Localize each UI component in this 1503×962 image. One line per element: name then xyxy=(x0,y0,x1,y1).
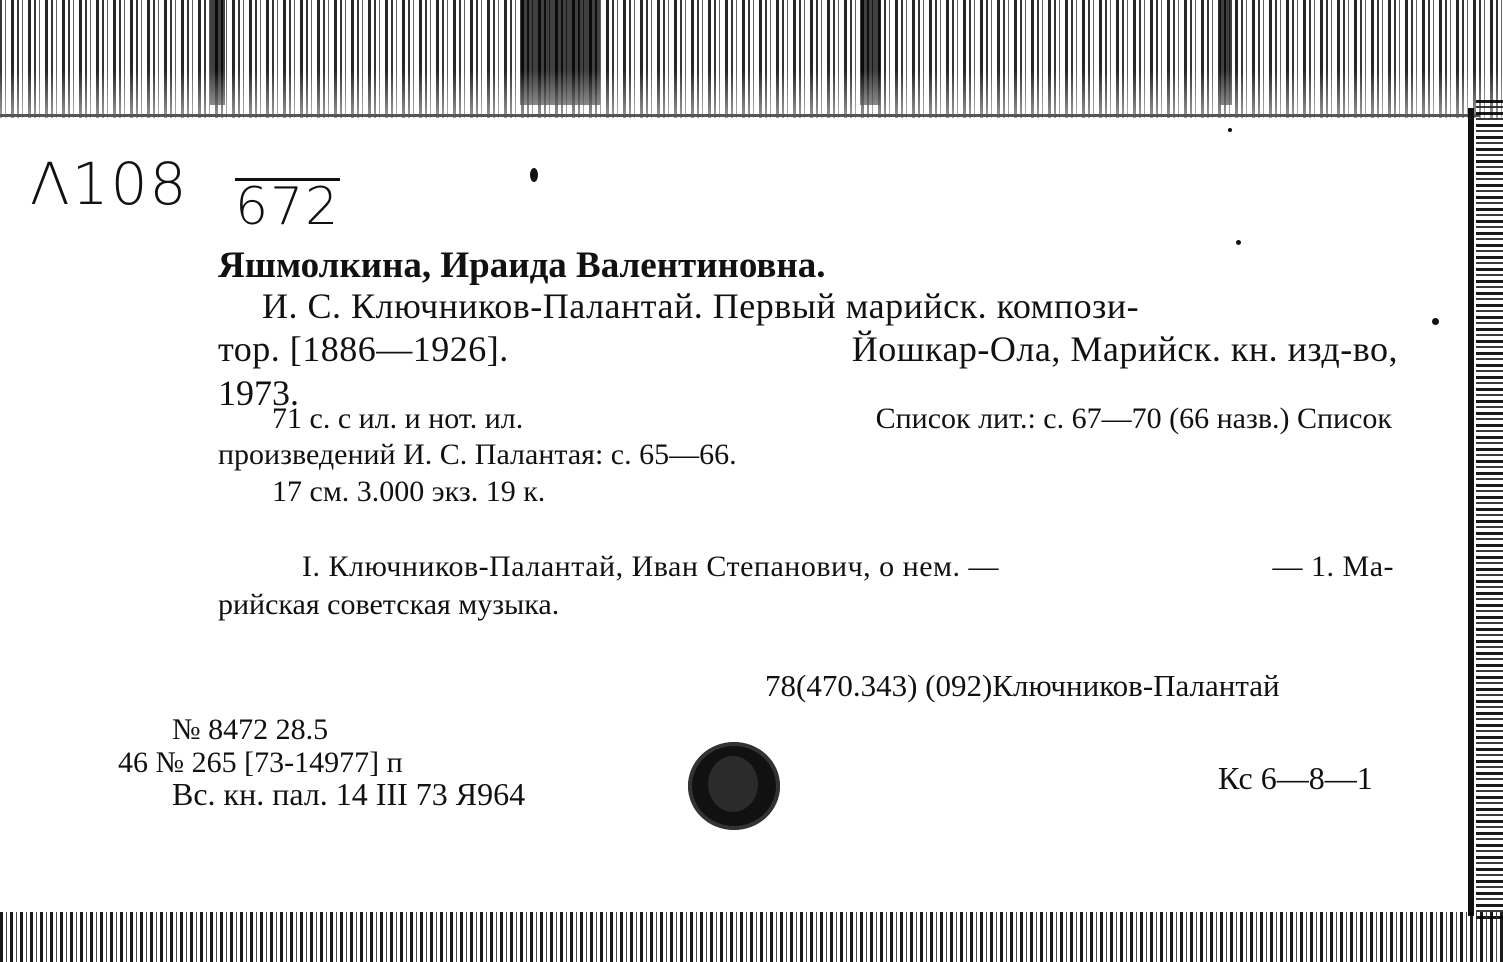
scan-noise-fade xyxy=(0,70,1503,120)
call-number-sub: 672 xyxy=(235,177,341,237)
scan-noise-right xyxy=(1476,100,1503,920)
title-line-3: 1973. xyxy=(218,373,299,413)
title-line-2 xyxy=(218,328,1398,370)
ink-spot xyxy=(1432,318,1439,325)
title-line-2-left: тор. [1886—1926]. xyxy=(218,329,509,369)
subject-line-1 xyxy=(302,550,1394,584)
print-info-line-3: Вс. кн. пал. 14 III 73 Я964 xyxy=(172,776,526,812)
author-heading: Яшмолкина, Ираида Валентиновна. xyxy=(218,245,826,286)
ink-spot xyxy=(1236,240,1241,245)
description-line-3: 17 см. 3.000 экз. 19 к. xyxy=(272,475,546,508)
print-info-line-2: 46 № 265 [73-14977] п xyxy=(118,746,403,779)
title-line-1: И. С. Ключников-Палантай. Первый марийск. компози- xyxy=(262,286,1140,326)
subject-line-1-right: — 1. Ма- xyxy=(1272,550,1394,583)
description-line-2: произведений И. С. Палантая: с. 65—66. xyxy=(218,438,737,471)
description-line-1-left: 71 с. с ил. и нот. ил. xyxy=(272,402,524,435)
card-code: Кс 6—8—1 xyxy=(1218,760,1373,796)
subject-line-2: рийская советская музыка. xyxy=(218,588,560,621)
handwritten-call-number xyxy=(30,150,341,237)
classification-code: 78(470.343) (092)Ключников-Палантай xyxy=(765,668,1280,703)
print-info-line-1: № 8472 28.5 xyxy=(172,713,329,746)
subject-line-1-left: I. Ключников-Палантай, Иван Степанович, о нем. — xyxy=(302,550,1000,583)
call-number-prefix: Λ108 xyxy=(30,150,189,218)
description-line-1 xyxy=(272,402,1392,436)
scan-noise-bottom xyxy=(0,912,1503,962)
card-top-edge xyxy=(0,114,1480,117)
punch-hole-inner xyxy=(708,756,758,812)
punch-hole xyxy=(688,742,780,830)
ink-spot xyxy=(1228,128,1232,132)
title-line-2-right: Йошкар-Ола, Марийск. кн. изд-во, xyxy=(851,329,1398,369)
description-line-1-right: Список лит.: с. 67—70 (66 назв.) Список xyxy=(875,402,1392,435)
card-right-edge xyxy=(1468,108,1474,916)
ink-spot xyxy=(530,168,538,182)
